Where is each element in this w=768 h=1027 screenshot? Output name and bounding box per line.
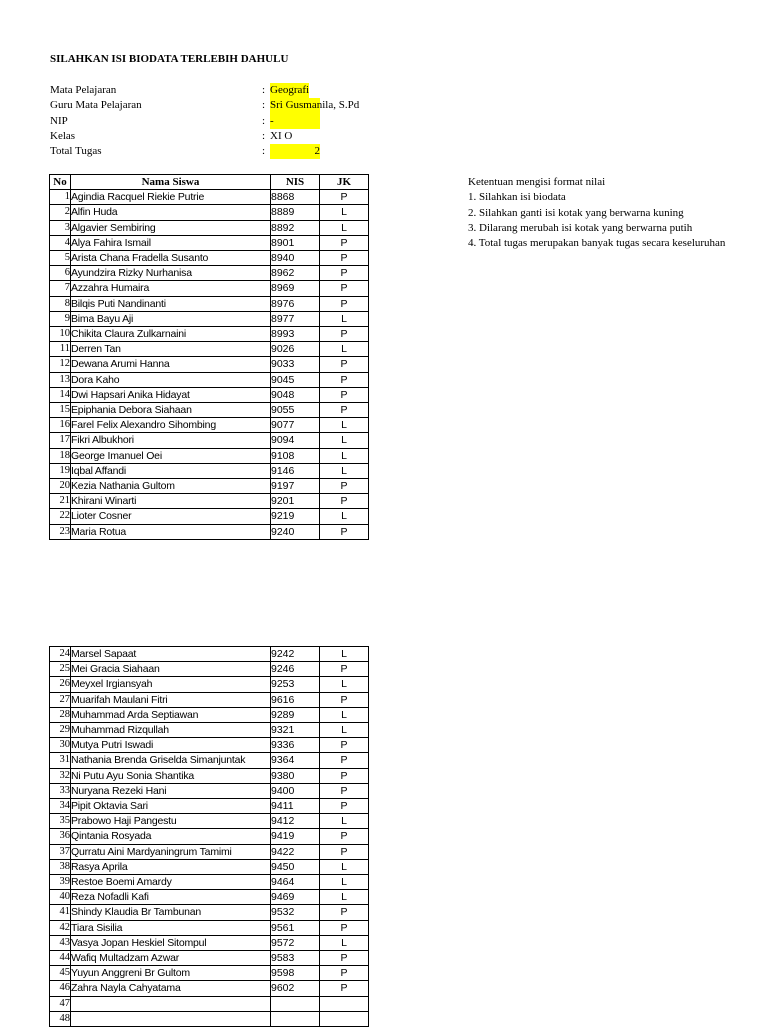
student-gender[interactable]: P	[320, 951, 369, 966]
student-name[interactable]: Restoe Boemi Amardy	[71, 875, 271, 890]
student-gender[interactable]: L	[320, 509, 369, 524]
row-number: 42	[50, 920, 71, 935]
table-row	[50, 844, 369, 859]
student-name[interactable]: Wafiq Multadzam Azwar	[71, 951, 271, 966]
student-nis[interactable]: 9532	[271, 905, 320, 920]
table-row	[50, 799, 369, 814]
student-gender[interactable]: P	[320, 783, 369, 798]
student-nis[interactable]: 9380	[271, 768, 320, 783]
table-row	[50, 251, 369, 266]
row-number: 35	[50, 814, 71, 829]
page-title: SILAHKAN ISI BIODATA TERLEBIH DAHULU	[50, 53, 289, 65]
row-number: 24	[50, 647, 71, 662]
student-nis[interactable]: 9464	[271, 875, 320, 890]
student-name[interactable]: Khirani Winarti	[71, 494, 271, 509]
row-number: 16	[50, 418, 71, 433]
student-name[interactable]: Epiphania Debora Siahaan	[71, 403, 271, 418]
row-number: 10	[50, 327, 71, 342]
student-name[interactable]: Qurratu Aini Mardyaningrum Tamimi	[71, 844, 271, 859]
table-row	[50, 327, 369, 342]
student-nis[interactable]: 9450	[271, 859, 320, 874]
table-row	[50, 524, 369, 539]
student-nis[interactable]: 9412	[271, 814, 320, 829]
student-gender[interactable]: L	[320, 342, 369, 357]
row-number: 11	[50, 342, 71, 357]
student-nis[interactable]: 9419	[271, 829, 320, 844]
row-number: 26	[50, 677, 71, 692]
table-row	[50, 692, 369, 707]
student-nis[interactable]: 9561	[271, 920, 320, 935]
row-number: 15	[50, 403, 71, 418]
student-name[interactable]: Nuryana Rezeki Hani	[71, 783, 271, 798]
student-gender[interactable]: P	[320, 844, 369, 859]
row-number: 34	[50, 799, 71, 814]
biodata-section	[50, 83, 370, 159]
student-gender[interactable]: P	[320, 281, 369, 296]
row-number: 13	[50, 372, 71, 387]
student-name[interactable]: Alya Fahira Ismail	[71, 235, 271, 250]
student-gender[interactable]: L	[320, 433, 369, 448]
subject-label: Mata Pelajaran	[50, 84, 117, 96]
student-name[interactable]: Bima Bayu Aji	[71, 311, 271, 326]
student-name[interactable]: Yuyun Anggreni Br Gultom	[71, 966, 271, 981]
header-nis: NIS	[271, 175, 320, 190]
student-name[interactable]: Lioter Cosner	[71, 509, 271, 524]
student-gender[interactable]: L	[320, 935, 369, 950]
table-row	[50, 311, 369, 326]
row-number: 44	[50, 951, 71, 966]
row-number: 5	[50, 251, 71, 266]
table-row	[50, 768, 369, 783]
student-name[interactable]: Rasya Aprila	[71, 859, 271, 874]
student-nis[interactable]: 8993	[271, 327, 320, 342]
student-gender[interactable]: P	[320, 981, 369, 996]
student-nis[interactable]: 9240	[271, 524, 320, 539]
row-number: 12	[50, 357, 71, 372]
table-row	[50, 220, 369, 235]
student-gender[interactable]: P	[320, 524, 369, 539]
student-name[interactable]: Dwi Hapsari Anika Hidayat	[71, 387, 271, 402]
teacher-label: Guru Mata Pelajaran	[50, 99, 142, 112]
student-nis[interactable]: 9055	[271, 403, 320, 418]
student-gender[interactable]: P	[320, 190, 369, 205]
student-nis[interactable]: 8977	[271, 311, 320, 326]
student-nis[interactable]: 9469	[271, 890, 320, 905]
row-number: 19	[50, 463, 71, 478]
subject-row	[50, 83, 370, 98]
row-number: 30	[50, 738, 71, 753]
table-row	[50, 647, 369, 662]
student-name[interactable]: Azzahra Humaira	[71, 281, 271, 296]
student-nis[interactable]: 8969	[271, 281, 320, 296]
row-number: 21	[50, 494, 71, 509]
student-name[interactable]: Prabowo Haji Pangestu	[71, 814, 271, 829]
student-table	[49, 174, 369, 540]
instruction-item: 3. Dilarang merubah isi kotak yang berwarna putih	[468, 221, 693, 234]
student-nis[interactable]: 8976	[271, 296, 320, 311]
row-number: 3	[50, 220, 71, 235]
student-name[interactable]: Muhammad Arda Septiawan	[71, 707, 271, 722]
student-name[interactable]: Bilqis Puti Nandinanti	[71, 296, 271, 311]
table-row	[50, 448, 369, 463]
student-nis[interactable]: 8940	[271, 251, 320, 266]
student-name[interactable]: Meyxel Irgiansyah	[71, 677, 271, 692]
row-number: 14	[50, 387, 71, 402]
table-row	[50, 753, 369, 768]
table-body	[50, 647, 369, 1027]
student-nis[interactable]: 9602	[271, 981, 320, 996]
student-gender[interactable]: L	[320, 890, 369, 905]
table-row	[50, 890, 369, 905]
student-nis[interactable]: 8901	[271, 235, 320, 250]
table-row	[50, 433, 369, 448]
student-name[interactable]: Pipit Oktavia Sari	[71, 799, 271, 814]
student-nis[interactable]: 9026	[271, 342, 320, 357]
student-nis[interactable]: 9598	[271, 966, 320, 981]
student-name[interactable]: George Imanuel Oei	[71, 448, 271, 463]
student-gender[interactable]: P	[320, 235, 369, 250]
nip-field[interactable]: -	[270, 114, 320, 129]
student-gender[interactable]: L	[320, 707, 369, 722]
row-number: 6	[50, 266, 71, 281]
table-row	[50, 266, 369, 281]
student-nis[interactable]: 9048	[271, 387, 320, 402]
student-gender[interactable]: P	[320, 738, 369, 753]
colon: :	[262, 129, 266, 142]
row-number: 2	[50, 205, 71, 220]
student-nis[interactable]: 9616	[271, 692, 320, 707]
student-nis[interactable]: 9253	[271, 677, 320, 692]
student-nis[interactable]: 9422	[271, 844, 320, 859]
student-name[interactable]: Tiara Sisilia	[71, 920, 271, 935]
student-nis[interactable]: 9045	[271, 372, 320, 387]
student-name[interactable]: Iqbal Affandi	[71, 463, 271, 478]
student-gender[interactable]: P	[320, 479, 369, 494]
student-name[interactable]: Marsel Sapaat	[71, 647, 271, 662]
table-row	[50, 357, 369, 372]
row-number: 45	[50, 966, 71, 981]
row-number: 20	[50, 479, 71, 494]
row-number: 28	[50, 707, 71, 722]
student-name[interactable]: Mei Gracia Siahaan	[71, 662, 271, 677]
student-gender[interactable]: P	[320, 296, 369, 311]
row-number: 41	[50, 905, 71, 920]
student-gender[interactable]: L	[320, 220, 369, 235]
student-gender[interactable]: L	[320, 647, 369, 662]
table-row	[50, 494, 369, 509]
row-number: 46	[50, 981, 71, 996]
student-nis[interactable]: 9033	[271, 357, 320, 372]
student-name[interactable]: Zahra Nayla Cahyatama	[71, 981, 271, 996]
student-name[interactable]: Kezia Nathania Gultom	[71, 479, 271, 494]
table-row	[50, 509, 369, 524]
table-row	[50, 875, 369, 890]
student-name[interactable]: Vasya Jopan Heskiel Sitompul	[71, 935, 271, 950]
student-gender[interactable]: L	[320, 311, 369, 326]
class-row	[50, 129, 370, 144]
student-name[interactable]: Fikri Albukhori	[71, 433, 271, 448]
student-name[interactable]: Derren Tan	[71, 342, 271, 357]
table-body	[50, 190, 369, 540]
student-nis[interactable]: 8868	[271, 190, 320, 205]
row-number: 7	[50, 281, 71, 296]
student-nis[interactable]: 9400	[271, 783, 320, 798]
row-number: 27	[50, 692, 71, 707]
row-number: 31	[50, 753, 71, 768]
table-row	[50, 981, 369, 996]
student-nis[interactable]: 9246	[271, 662, 320, 677]
table-row	[50, 814, 369, 829]
student-nis[interactable]: 9583	[271, 951, 320, 966]
student-nis[interactable]: 8892	[271, 220, 320, 235]
student-gender[interactable]: P	[320, 266, 369, 281]
tasks-label: Total Tugas	[50, 145, 102, 158]
table-row	[50, 479, 369, 494]
student-gender[interactable]: P	[320, 966, 369, 981]
student-gender[interactable]: L	[320, 448, 369, 463]
row-number: 9	[50, 311, 71, 326]
student-nis[interactable]: 9572	[271, 935, 320, 950]
table-row	[50, 723, 369, 738]
student-name[interactable]: Dora Kaho	[71, 372, 271, 387]
subject-field[interactable]: Geografi	[270, 83, 309, 98]
student-nis[interactable]: 9108	[271, 448, 320, 463]
instruction-item: 1. Silahkan isi biodata	[468, 191, 566, 204]
row-number: 43	[50, 935, 71, 950]
student-name[interactable]: Nathania Brenda Griselda Simanjuntak	[71, 753, 271, 768]
student-name[interactable]: Mutya Putri Iswadi	[71, 738, 271, 753]
teacher-field[interactable]: Sri Gusmanila, S.Pd	[270, 98, 359, 113]
table-row	[50, 190, 369, 205]
student-gender[interactable]: P	[320, 494, 369, 509]
student-nis[interactable]	[271, 1011, 320, 1026]
student-nis[interactable]: 8889	[271, 205, 320, 220]
row-number: 4	[50, 235, 71, 250]
student-nis[interactable]: 9077	[271, 418, 320, 433]
row-number: 47	[50, 996, 71, 1011]
student-gender[interactable]: L	[320, 677, 369, 692]
student-name[interactable]: Agindia Racquel Riekie Putrie	[71, 190, 271, 205]
student-table-continued	[49, 646, 369, 1027]
row-number: 38	[50, 859, 71, 874]
row-number: 37	[50, 844, 71, 859]
instructions-heading: Ketentuan mengisi format nilai	[468, 176, 606, 188]
row-number: 17	[50, 433, 71, 448]
student-nis[interactable]: 9336	[271, 738, 320, 753]
student-gender[interactable]: P	[320, 372, 369, 387]
table-row	[50, 403, 369, 418]
table-row	[50, 235, 369, 250]
header-jk: JK	[320, 175, 369, 190]
student-name[interactable]	[71, 1011, 271, 1026]
table-row	[50, 920, 369, 935]
student-nis[interactable]	[271, 996, 320, 1011]
row-number: 40	[50, 890, 71, 905]
student-gender[interactable]: L	[320, 418, 369, 433]
tasks-row	[50, 144, 370, 159]
student-gender[interactable]: L	[320, 463, 369, 478]
table-row	[50, 342, 369, 357]
student-name[interactable]: Algavier Sembiring	[71, 220, 271, 235]
student-name[interactable]: Farel Felix Alexandro Sihombing	[71, 418, 271, 433]
colon: :	[262, 84, 266, 96]
student-gender[interactable]: P	[320, 692, 369, 707]
student-gender[interactable]: P	[320, 327, 369, 342]
student-gender[interactable]: P	[320, 768, 369, 783]
table-row	[50, 418, 369, 433]
student-nis[interactable]: 9094	[271, 433, 320, 448]
student-nis[interactable]: 9411	[271, 799, 320, 814]
student-gender[interactable]: P	[320, 662, 369, 677]
nip-row	[50, 114, 370, 129]
student-gender[interactable]: P	[320, 753, 369, 768]
student-nis[interactable]: 9242	[271, 647, 320, 662]
header-name: Nama Siswa	[71, 175, 271, 190]
table-row	[50, 951, 369, 966]
tasks-field[interactable]: 2	[270, 144, 320, 159]
student-nis[interactable]: 9201	[271, 494, 320, 509]
student-gender[interactable]	[320, 1011, 369, 1026]
colon: :	[262, 99, 266, 112]
class-field[interactable]: XI O	[270, 129, 293, 142]
table-row	[50, 966, 369, 981]
table-row	[50, 205, 369, 220]
student-name[interactable]: Reza Nofadli Kafi	[71, 890, 271, 905]
student-name[interactable]: Chikita Claura Zulkarnaini	[71, 327, 271, 342]
student-gender[interactable]	[320, 996, 369, 1011]
student-gender[interactable]: P	[320, 905, 369, 920]
student-nis[interactable]: 9321	[271, 723, 320, 738]
student-name[interactable]: Maria Rotua	[71, 524, 271, 539]
student-name[interactable]: Alfin Huda	[71, 205, 271, 220]
student-nis[interactable]: 9197	[271, 479, 320, 494]
row-number: 48	[50, 1011, 71, 1026]
student-name[interactable]: Muarifah Maulani Fitri	[71, 692, 271, 707]
student-name[interactable]: Ni Putu Ayu Sonia Shantika	[71, 768, 271, 783]
table-row	[50, 677, 369, 692]
row-number: 36	[50, 829, 71, 844]
student-gender[interactable]: L	[320, 814, 369, 829]
student-gender[interactable]: L	[320, 859, 369, 874]
table-row	[50, 859, 369, 874]
student-gender[interactable]: L	[320, 723, 369, 738]
row-number: 23	[50, 524, 71, 539]
table-row	[50, 905, 369, 920]
student-name[interactable]: Dewana Arumi Hanna	[71, 357, 271, 372]
instruction-item: 4. Total tugas merupakan banyak tugas secara keseluruhan	[468, 237, 726, 250]
table-row	[50, 1011, 369, 1026]
table-row	[50, 372, 369, 387]
instruction-item: 2. Silahkan ganti isi kotak yang berwarna kuning	[468, 206, 684, 219]
row-number: 25	[50, 662, 71, 677]
student-name[interactable]	[71, 996, 271, 1011]
student-gender[interactable]: P	[320, 403, 369, 418]
row-number: 18	[50, 448, 71, 463]
student-gender[interactable]: L	[320, 205, 369, 220]
colon: :	[262, 145, 266, 158]
row-number: 22	[50, 509, 71, 524]
header-no: No	[50, 175, 71, 190]
row-number: 8	[50, 296, 71, 311]
table-row	[50, 281, 369, 296]
table-row	[50, 829, 369, 844]
nip-label: NIP	[50, 114, 68, 127]
student-nis[interactable]: 8962	[271, 266, 320, 281]
class-label: Kelas	[50, 129, 76, 142]
table-row	[50, 707, 369, 722]
student-nis[interactable]: 9219	[271, 509, 320, 524]
table-row	[50, 783, 369, 798]
student-gender[interactable]: P	[320, 387, 369, 402]
instructions	[468, 175, 768, 251]
student-name[interactable]: Shindy Klaudia Br Tambunan	[71, 905, 271, 920]
student-gender[interactable]: P	[320, 920, 369, 935]
row-number: 39	[50, 875, 71, 890]
table-row	[50, 662, 369, 677]
student-gender[interactable]: P	[320, 357, 369, 372]
table-row	[50, 738, 369, 753]
student-gender[interactable]: P	[320, 799, 369, 814]
student-name[interactable]: Arista Chana Fradella Susanto	[71, 251, 271, 266]
student-gender[interactable]: L	[320, 875, 369, 890]
student-nis[interactable]: 9289	[271, 707, 320, 722]
student-gender[interactable]: P	[320, 829, 369, 844]
student-nis[interactable]: 9146	[271, 463, 320, 478]
student-name[interactable]: Muhammad Rizqullah	[71, 723, 271, 738]
row-number: 1	[50, 190, 71, 205]
table-row	[50, 387, 369, 402]
student-name[interactable]: Qintania Rosyada	[71, 829, 271, 844]
table-row	[50, 996, 369, 1011]
row-number: 29	[50, 723, 71, 738]
table-row	[50, 463, 369, 478]
student-gender[interactable]: P	[320, 251, 369, 266]
row-number: 32	[50, 768, 71, 783]
teacher-row	[50, 98, 370, 113]
student-nis[interactable]: 9364	[271, 753, 320, 768]
row-number: 33	[50, 783, 71, 798]
table-row	[50, 935, 369, 950]
table-row	[50, 296, 369, 311]
colon: :	[262, 114, 266, 127]
student-name[interactable]: Ayundzira Rizky Nurhanisa	[71, 266, 271, 281]
table-header-row	[50, 175, 369, 190]
